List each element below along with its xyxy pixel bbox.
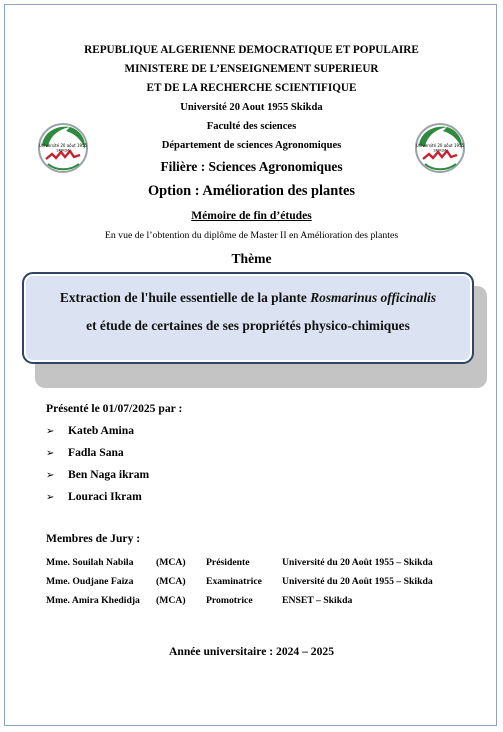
jury-member-role: Examinatrice bbox=[206, 576, 262, 587]
universite-name: Université 20 Aout 1955 Skikda bbox=[180, 102, 323, 113]
jury-member-grade: (MCA) bbox=[156, 595, 186, 606]
university-logo-right bbox=[413, 121, 467, 175]
recherche-heading: ET DE LA RECHERCHE SCIENTIFIQUE bbox=[146, 82, 357, 94]
student-item bbox=[46, 490, 142, 503]
jury-member-name: Mme. Souilah Nabila bbox=[46, 557, 134, 568]
republique-heading: REPUBLIQUE ALGERIENNE DEMOCRATIQUE ET POPULAIRE bbox=[84, 44, 419, 56]
student-item bbox=[46, 468, 149, 481]
academic-year: Année universitaire : 2024 – 2025 bbox=[169, 645, 334, 658]
jury-member-institution: Université du 20 Août 1955 – Skikda bbox=[282, 576, 433, 587]
faculte-name: Faculté des sciences bbox=[206, 121, 297, 132]
university-logo-left bbox=[36, 121, 90, 175]
jury-member-grade: (MCA) bbox=[156, 557, 186, 568]
bullet-arrow-icon: ➢ bbox=[46, 448, 55, 459]
logo-caption-city: SKIKDA bbox=[56, 148, 70, 153]
bullet-arrow-icon: ➢ bbox=[46, 470, 55, 481]
departement-name: Département de sciences Agronomiques bbox=[161, 140, 342, 151]
jury-member-institution: ENSET – Skikda bbox=[282, 595, 353, 606]
memoire-text: Mémoire de fin d’études bbox=[191, 209, 312, 222]
jury-title: Membres de Jury : bbox=[46, 532, 141, 545]
logo-caption-city: SKIKDA bbox=[433, 148, 447, 153]
option-label: Option : Amélioration des plantes bbox=[147, 183, 356, 199]
presented-label: Présenté le 01/07/2025 par : bbox=[46, 402, 183, 415]
student-name: Louraci Ikram bbox=[68, 490, 142, 503]
jury-member-name: Mme. Amira Khedidja bbox=[46, 595, 140, 606]
theme-label: Thème bbox=[231, 251, 272, 266]
logo-caption: Université 20 aôut 1955 bbox=[415, 143, 465, 148]
logo-caption: Université 20 aôut 1955 bbox=[38, 143, 88, 148]
jury-member-role: Promotrice bbox=[206, 595, 253, 606]
filiere-label: Filière : Sciences Agronomiques bbox=[160, 159, 343, 174]
student-name: Fadla Sana bbox=[68, 446, 124, 459]
theme-title-prefix: Extraction de l'huile essentielle de la plante bbox=[59, 290, 311, 305]
theme-title-line2: et étude de certaines de ses propriétés physico-chimiques bbox=[86, 318, 410, 333]
theme-species-name: Rosmarinus officinalis bbox=[310, 290, 437, 305]
jury-member-name: Mme. Oudjane Faiza bbox=[46, 576, 134, 587]
ministere-heading: MINISTERE DE L’ENSEIGNEMENT SUPERIEUR bbox=[124, 63, 379, 75]
student-item bbox=[46, 424, 134, 437]
bullet-arrow-icon: ➢ bbox=[46, 426, 55, 437]
theme-title-line1 bbox=[22, 290, 474, 306]
memoire-label bbox=[0, 209, 503, 222]
jury-member-grade: (MCA) bbox=[156, 576, 186, 587]
bullet-arrow-icon: ➢ bbox=[46, 492, 55, 503]
jury-member-institution: Université du 20 Août 1955 – Skikda bbox=[282, 557, 433, 568]
obtention-text: En vue de l’obtention du diplôme de Master II en Amélioration des plantes bbox=[104, 230, 399, 241]
student-name: Ben Naga ikram bbox=[68, 468, 150, 481]
jury-member-role: Présidente bbox=[206, 557, 250, 568]
student-item bbox=[46, 446, 124, 459]
student-name: Kateb Amina bbox=[68, 424, 135, 437]
